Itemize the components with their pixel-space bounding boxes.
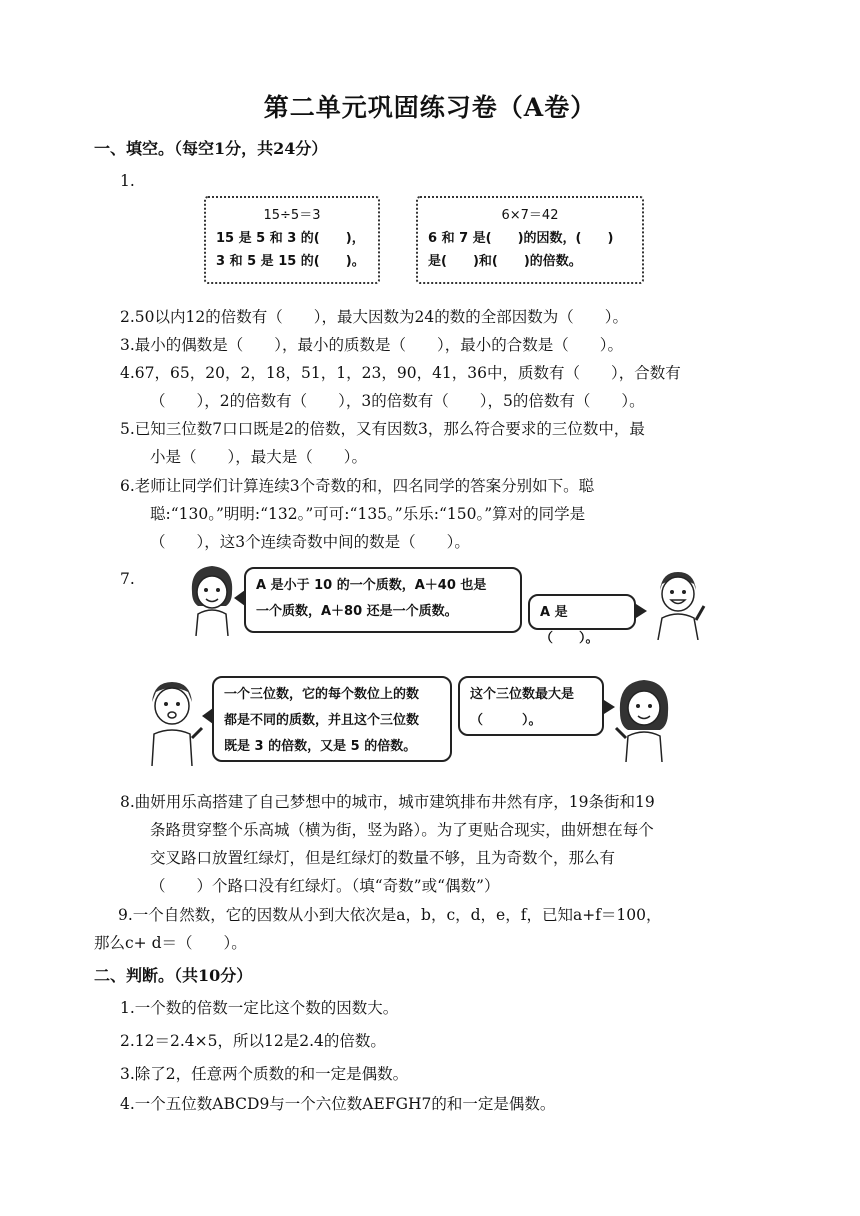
q6-text-line3: （ ），这3个连续奇数中间的数是（ ）。 bbox=[150, 533, 470, 551]
girl-illustration bbox=[184, 562, 240, 636]
q1-box-left bbox=[204, 196, 380, 284]
boy-illustration-1 bbox=[648, 566, 710, 640]
q6-text-line1: 6.老师让同学们计算连续3个奇数的和，四名同学的答案分别如下。聪 bbox=[120, 477, 595, 495]
page-title: 第二单元巩固练习卷（A卷） bbox=[263, 93, 597, 122]
judge-item-1: 1.一个数的倍数一定比这个数的因数大。 bbox=[120, 999, 399, 1017]
q7-bubble-2-text: A 是（ ）。 bbox=[540, 605, 599, 646]
q4-text-line1: 4.67，65，20，2，18，51，1，23，90，41，36中，质数有（ ），合数有 bbox=[120, 364, 681, 382]
q5-text-line1: 5.已知三位数7口口既是2的倍数，又有因数3，那么符合要求的三位数中，最 bbox=[120, 420, 645, 438]
judge-item-4: 4.一个五位数ABCD9与一个六位数AEFGH7的和一定是偶数。 bbox=[120, 1095, 556, 1113]
q8-text-line3: 交叉路口放置红绿灯，但是红绿灯的数量不够，且为奇数个，那么有 bbox=[150, 849, 616, 867]
q2-text: 2.50以内12的倍数有（ ），最大因数为24的数的全部因数为（ ）。 bbox=[120, 308, 628, 326]
q1-box-left-line2: 3 和 5 是 15 的( )。 bbox=[216, 254, 365, 269]
judge-item-3: 3.除了2，任意两个质数的和一定是偶数。 bbox=[120, 1065, 409, 1083]
section-2-heading: 二、判断。（共10分） bbox=[94, 966, 253, 985]
boy-illustration-2 bbox=[140, 676, 204, 766]
q8-text-line2: 条路贯穿整个乐高城（横为街，竖为路）。为了更贴合现实，曲妍想在每个 bbox=[150, 821, 654, 839]
q7-bubble-4 bbox=[458, 676, 604, 736]
q5-text-line2: 小是（ ），最大是（ ）。 bbox=[150, 448, 368, 466]
q8-text-line1: 8.曲妍用乐高搭建了自己梦想中的城市，城市建筑排布井然有序，19条街和19 bbox=[120, 793, 655, 811]
q1-box-right-line1: 6 和 7 是( )的因数，( ) bbox=[428, 231, 614, 246]
q7-bubble-4-line2: （ ）。 bbox=[470, 713, 542, 728]
q7-bubble-3-line2: 都是不同的质数，并且这个三位数 bbox=[224, 713, 420, 728]
q7-bubble-1-line2: 一个质数，A＋80 还是一个质数。 bbox=[256, 604, 458, 619]
q7-number: 7. bbox=[120, 570, 135, 588]
q1-box-right-line2: 是( )和( )的倍数。 bbox=[428, 254, 582, 269]
q7-bubble-1-line1: A 是小于 10 的一个质数，A＋40 也是 bbox=[256, 578, 487, 593]
q9-text-line1: 9.一个自然数，它的因数从小到大依次是a，b，c，d，e，f，已知a+f＝100， bbox=[118, 906, 662, 924]
q7-bubble-3-line1: 一个三位数，它的每个数位上的数 bbox=[224, 687, 420, 702]
q7-bubble-2-tail bbox=[636, 604, 647, 618]
q7-bubble-3 bbox=[212, 676, 452, 762]
q8-text-line4: （ ）个路口没有红绿灯。（填“奇数”或“偶数”） bbox=[150, 877, 500, 895]
q7-bubble-4-line1: 这个三位数最大是 bbox=[470, 687, 575, 702]
q7-bubble-3-line3: 既是 3 的倍数，又是 5 的倍数。 bbox=[224, 739, 417, 754]
q7-bubble-2 bbox=[528, 594, 636, 646]
q4-text-line2: （ ），2的倍数有（ ），3的倍数有（ ），5的倍数有（ ）。 bbox=[150, 392, 645, 410]
q7-bubble-1-tail bbox=[234, 590, 245, 606]
q1-box-left-equation: 15÷5＝3 bbox=[263, 208, 321, 223]
q3-text: 3.最小的偶数是（ ），最小的质数是（ ），最小的合数是（ ）。 bbox=[120, 336, 624, 354]
q7-bubble-1 bbox=[244, 567, 522, 633]
q1-number: 1. bbox=[120, 172, 135, 190]
section-1-heading: 一、填空。（每空1分，共24分） bbox=[94, 139, 328, 158]
judge-item-2: 2.12＝2.4×5，所以12是2.4的倍数。 bbox=[120, 1032, 386, 1050]
q1-box-right bbox=[416, 196, 644, 284]
q9-text-line2: 那么c+ d＝（ ）。 bbox=[94, 934, 247, 952]
q1-box-left-line1: 15 是 5 和 3 的( )， bbox=[216, 231, 365, 246]
q7-bubble-3-tail bbox=[202, 708, 213, 724]
q1-box-right-equation: 6×7＝42 bbox=[501, 208, 559, 223]
girl-illustration-2 bbox=[612, 676, 676, 762]
q6-text-line2: 聪:“130。”明明:“132。”可可:“135。”乐乐:“150。”算对的同学是 bbox=[150, 505, 586, 523]
